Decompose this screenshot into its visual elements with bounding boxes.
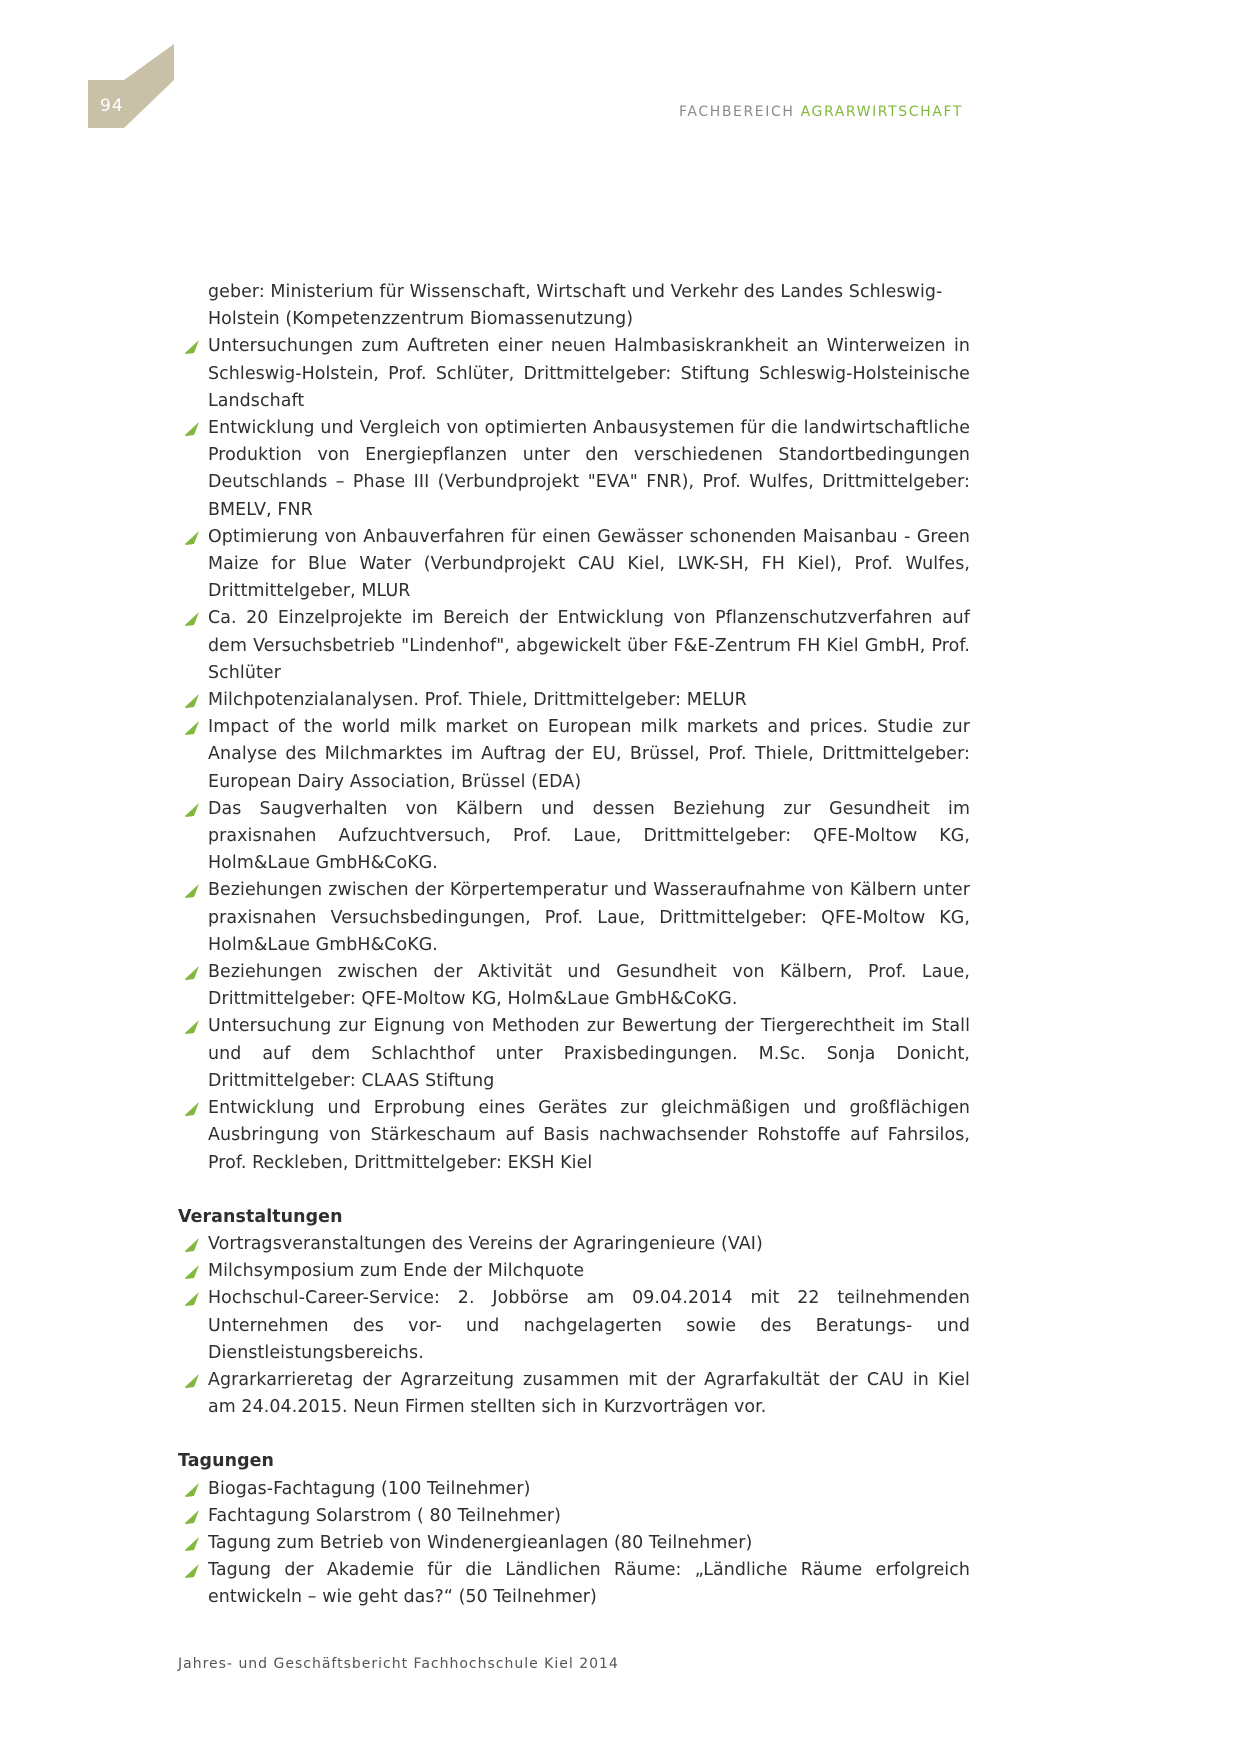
- list-item: Untersuchung zur Eignung von Methoden zur Bewertung der Tiergerechtheit im Stall und auf dem Schlachthof unter Praxisbedingungen. M.Sc. Sonja Donicht, Drittmittelgeber: CLAAS Stiftung: [178, 1013, 970, 1095]
- list-item: Untersuchungen zum Auftreten einer neuen Halmbasiskrankheit an Winterweizen in Schleswig-Holstein, Prof. Schlüter, Drittmittelgeber: Stiftung Schleswig-Holsteinische Landschaft: [178, 333, 970, 415]
- main-content: [178, 279, 970, 1612]
- list-item: Das Saugverhalten von Kälbern und dessen Beziehung zur Gesundheit im praxisnahen Aufzuchtversuch, Prof. Laue, Drittmittelgeber: QFE-Moltow KG, Holm&Laue GmbH&CoKG.: [178, 796, 970, 878]
- list-item: Hochschul-Career-Service: 2. Jobbörse am 09.04.2014 mit 22 teilnehmenden Unternehmen des vor- und nachgelagerten sowie des Beratungs- und Dienstleistungsbereichs.: [178, 1285, 970, 1367]
- section-title-veranstaltungen: Veranstaltungen: [178, 1206, 343, 1227]
- project-list: [178, 333, 970, 1176]
- list-item: Tagung der Akademie für die Ländlichen Räume: „Ländliche Räume erfolgreich entwickeln – wie geht das?“ (50 Teilnehmer): [178, 1557, 970, 1611]
- section-header: [679, 104, 963, 120]
- list-item: Optimierung von Anbauverfahren für einen Gewässer schonenden Maisanbau - Green Maize for Blue Water (Verbundprojekt CAU Kiel, LWK-SH, FH Kiel), Prof. Wulfes, Drittmittelgeber, MLUR: [178, 524, 970, 606]
- veranstaltungen-list: [178, 1231, 970, 1421]
- list-item: Fachtagung Solarstrom ( 80 Teilnehmer): [178, 1503, 970, 1530]
- list-item: Biogas-Fachtagung (100 Teilnehmer): [178, 1476, 970, 1503]
- list-item: Tagung zum Betrieb von Windenergieanlagen (80 Teilnehmer): [178, 1530, 970, 1557]
- page-footer: Jahres- und Geschäftsbericht Fachhochschule Kiel 2014: [178, 1656, 619, 1672]
- header-accent: AGRARWIRTSCHAFT: [800, 104, 963, 120]
- list-item: Milchpotenzialanalysen. Prof. Thiele, Drittmittelgeber: MELUR: [178, 687, 970, 714]
- header-prefix: FACHBEREICH: [679, 104, 795, 120]
- list-item: Beziehungen zwischen der Körpertemperatur und Wasseraufnahme von Kälbern unter praxisnahen Versuchsbedingungen, Prof. Laue, Drittmittelgeber: QFE-Moltow KG, Holm&Laue GmbH&CoKG.: [178, 877, 970, 959]
- list-item: Entwicklung und Erprobung eines Gerätes zur gleichmäßigen und großflächigen Ausbringung von Stärkeschaum auf Basis nachwachsender Rohstoffe auf Fahrsilos, Prof. Reckleben, Drittmittelgeber: EKSH Kiel: [178, 1095, 970, 1177]
- list-item: Impact of the world milk market on European milk markets and prices. Studie zur Analyse des Milchmarktes im Auftrag der EU, Brüssel, Prof. Thiele, Drittmittelgeber: European Dairy Association, Brüssel (EDA): [178, 714, 970, 796]
- tagungen-list: [178, 1476, 970, 1612]
- list-item: Vortragsveranstaltungen des Vereins der Agraringenieure (VAI): [178, 1231, 970, 1258]
- list-item: Milchsymposium zum Ende der Milchquote: [178, 1258, 970, 1285]
- section-title-tagungen: Tagungen: [178, 1451, 274, 1472]
- list-item: Beziehungen zwischen der Aktivität und Gesundheit von Kälbern, Prof. Laue, Drittmittelgeber: QFE-Moltow KG, Holm&Laue GmbH&CoKG.: [178, 959, 970, 1013]
- list-item: Agrarkarrieretag der Agrarzeitung zusammen mit der Agrarfakultät der CAU in Kiel am 24.04.2015. Neun Firmen stellten sich in Kurzvorträgen vor.: [178, 1367, 970, 1421]
- lead-text: geber: Ministerium für Wissenschaft, Wirtschaft und Verkehr des Landes Schleswig-Holstein (Kompetenzzentrum Biomassenutzung): [208, 282, 943, 330]
- page-number: 94: [100, 96, 124, 116]
- list-item: Entwicklung und Vergleich von optimierten Anbausystemen für die landwirtschaftliche Produktion von Energiepflanzen unter den verschiedenen Standortbedingungen Deutschlands – Phase III (Verbundprojekt "EVA" FNR), Prof. Wulfes, Drittmittelgeber: BMELV, FNR: [178, 415, 970, 524]
- list-item: Ca. 20 Einzelprojekte im Bereich der Entwicklung von Pflanzenschutzverfahren auf dem Versuchsbetrieb "Lindenhof", abgewickelt über F&E-Zentrum FH Kiel GmbH, Prof. Schlüter: [178, 605, 970, 687]
